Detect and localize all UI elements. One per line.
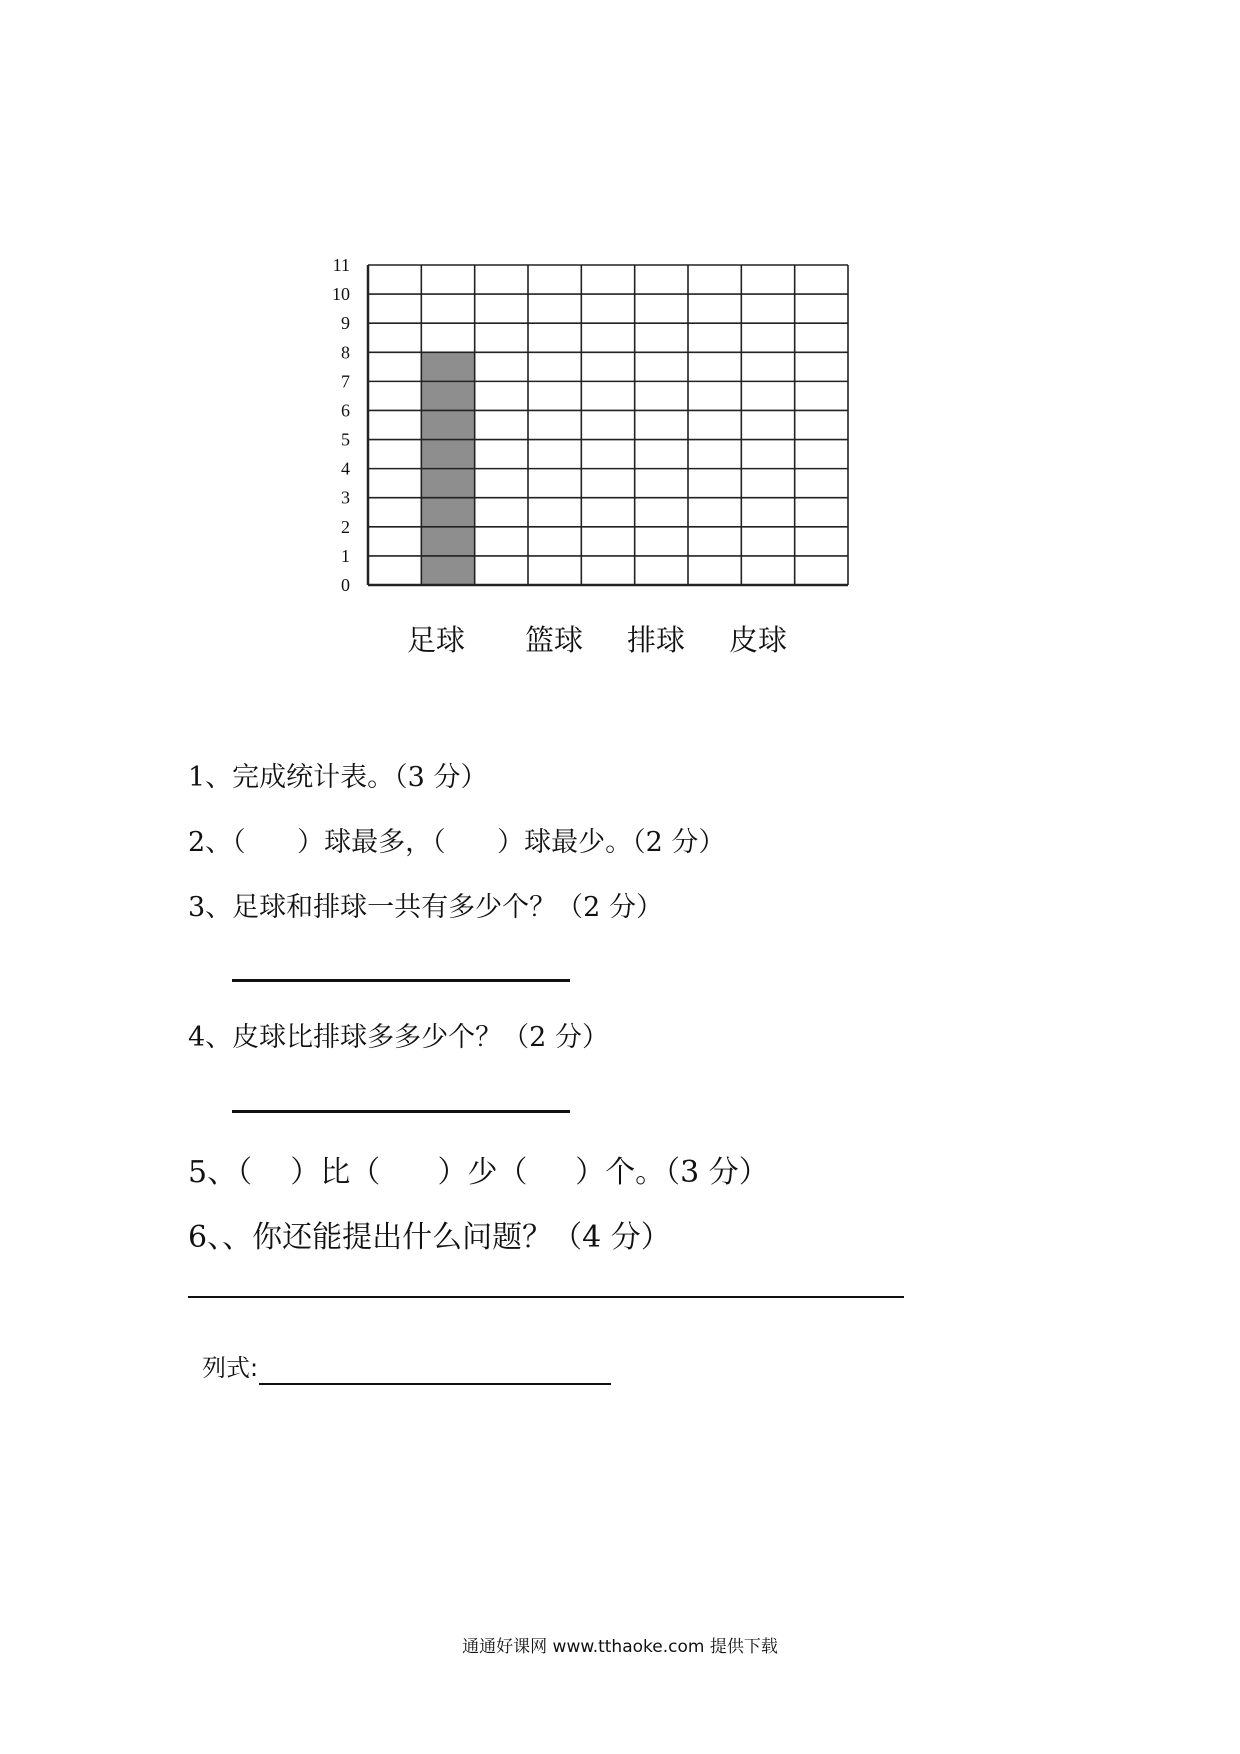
y-tick-label: 2: [341, 516, 350, 537]
footer-note: 通通好课网 www.tthaoke.com 提供下载: [462, 1637, 778, 1657]
formula-line[interactable]: [259, 1383, 611, 1385]
y-tick-label: 7: [341, 371, 350, 392]
answer-line-6[interactable]: [188, 1296, 904, 1298]
question-1: 1、完成统计表。（3 分）: [188, 762, 488, 793]
formula-label: 列式:: [202, 1354, 259, 1382]
y-tick-label: 11: [332, 255, 350, 275]
y-tick-label: 5: [341, 429, 350, 450]
question-2: 2、（ ）球最多，（ ）球最少。（2 分）: [188, 827, 726, 858]
y-tick-label: 10: [332, 284, 350, 305]
y-tick-label: 3: [341, 487, 350, 508]
question-5: 5、（ ）比（ ）少（ ）个。（3 分）: [188, 1155, 769, 1190]
category-label-football: 足球: [407, 623, 466, 657]
y-tick-label: 1: [341, 545, 350, 566]
question-4: 4、皮球比排球多多少个？（2 分）: [188, 1022, 609, 1053]
question-6: 6、、你还能提出什么问题？（4 分）: [188, 1220, 671, 1255]
y-tick-label: 6: [341, 400, 350, 421]
y-tick-label: 4: [341, 458, 350, 479]
answer-line-3[interactable]: [232, 979, 570, 982]
answer-line-4[interactable]: [232, 1110, 570, 1113]
question-3: 3、足球和排球一共有多少个？（2 分）: [188, 892, 663, 923]
category-label-basketball: 篮球: [525, 623, 584, 657]
y-tick-label: 8: [341, 342, 350, 363]
y-tick-label: 0: [341, 575, 350, 595]
y-tick-label: 9: [341, 313, 350, 334]
category-label-volleyball: 排球: [627, 623, 686, 657]
category-label-ball: 皮球: [729, 623, 788, 657]
bar-chart: [0, 0, 1240, 700]
